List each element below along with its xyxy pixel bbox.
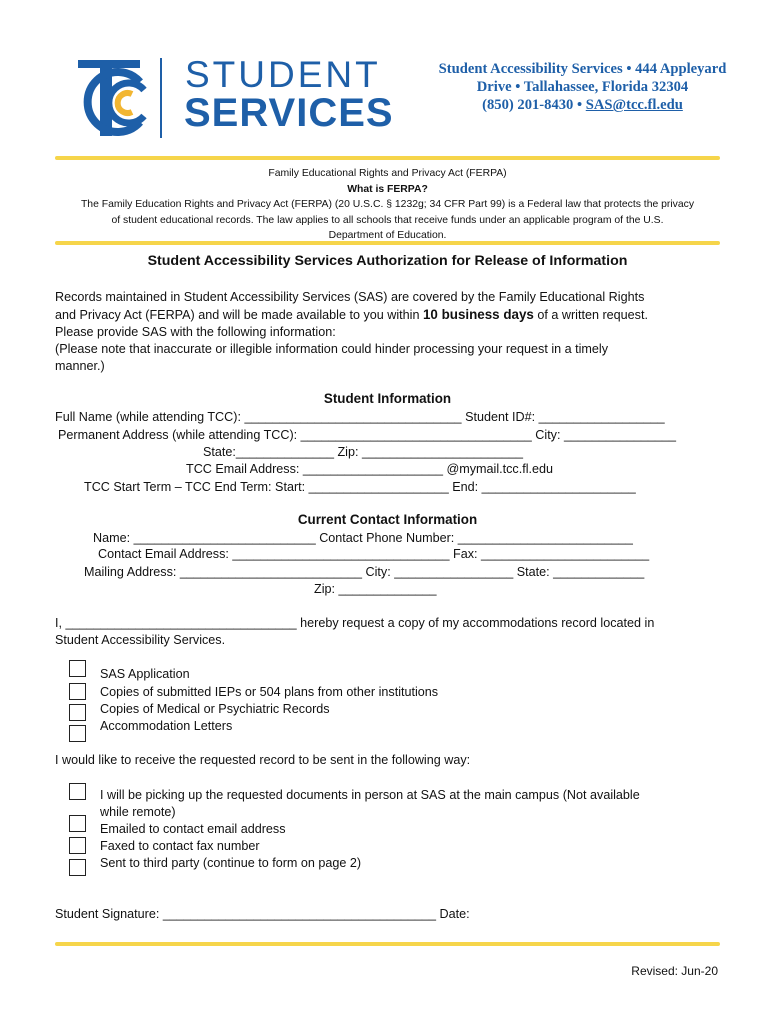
logo-divider [160, 58, 162, 138]
address-line-1: Student Accessibility Services • 444 Appleyard [438, 61, 727, 77]
delivery-option-2: Emailed to contact email address [100, 822, 286, 836]
intro-line-5: manner.) [55, 359, 105, 373]
signature-date-row[interactable]: Student Signature: _______________________________________ Date: [55, 907, 470, 921]
logo-word-student: STUDENT [185, 54, 381, 95]
address-block [405, 60, 760, 114]
delivery-prompt: I would like to receive the requested record to be sent in the following way: [55, 753, 471, 767]
ferpa-line-3: The Family Education Rights and Privacy Act (FERPA) (20 U.S.C. § 1232g; 34 CFR Part 99) is a Federal law that protects the privacy [80, 199, 695, 211]
page-title: Student Accessibility Services Authorization for Release of Information [147, 253, 628, 269]
revision-date: Revised: Jun-20 [631, 964, 718, 978]
request-statement-line-2: Student Accessibility Services. [55, 633, 226, 647]
yellow-divider-bottom [55, 942, 720, 946]
student-info-heading: Student Information [323, 391, 452, 406]
ferpa-notice [55, 166, 720, 244]
delivery-option-3: Faxed to contact fax number [100, 839, 260, 853]
yellow-divider-middle [55, 241, 720, 245]
checkbox-pickup-in-person[interactable] [69, 783, 86, 800]
state-zip-row[interactable]: State:______________ Zip: _______________________ [203, 445, 524, 459]
contact-name-phone-row[interactable]: Name: __________________________ Contact Phone Number: _________________________ [93, 531, 633, 545]
delivery-option-4: Sent to third party (continue to form on page 2) [100, 856, 362, 870]
record-option-4: Accommodation Letters [100, 719, 233, 733]
checkbox-sas-application[interactable] [69, 660, 86, 677]
checkbox-medical-records[interactable] [69, 704, 86, 721]
request-statement-line-1[interactable]: I, _________________________________ hereby request a copy of my accommodations record located in [55, 616, 655, 630]
mailing-address-row[interactable]: Mailing Address: __________________________ City: _________________ State: _____________ [84, 565, 645, 579]
checkbox-fax[interactable] [69, 837, 86, 854]
ferpa-line-1: Family Educational Rights and Privacy Act (FERPA) [268, 168, 507, 179]
yellow-divider-top [55, 156, 720, 160]
tcc-email-row[interactable]: TCC Email Address: ____________________ @mymail.tcc.fl.edu [186, 462, 554, 476]
address-line-2: Drive • Tallahassee, Florida 32304 [476, 79, 689, 95]
checkbox-third-party[interactable] [69, 859, 86, 876]
checkbox-iep-504[interactable] [69, 683, 86, 700]
start-end-term-row[interactable]: TCC Start Term – TCC End Term: Start: ____________________ End: ______________________ [84, 480, 636, 494]
contact-info-heading: Current Contact Information [297, 512, 478, 527]
intro-line-4: (Please note that inaccurate or illegible information could hinder processing your request in a timely [55, 342, 609, 356]
ferpa-heading: What is FERPA? [347, 183, 428, 195]
delivery-option-1: I will be picking up the requested documents in person at SAS at the main campus (Not available [100, 788, 640, 802]
student-name-id-row[interactable]: Full Name (while attending TCC): _______________________________ Student ID#: __________________ [55, 410, 665, 424]
email-link[interactable]: SAS@tcc.fl.edu [585, 97, 683, 113]
intro-line-1: Records maintained in Student Accessibility Services (SAS) are covered by the Family Educational Rights [55, 290, 645, 304]
permanent-address-row[interactable]: Permanent Address (while attending TCC): _________________________________ City: ________________ [58, 428, 677, 442]
delivery-option-1-cont: while remote) [100, 805, 176, 819]
record-option-1: SAS Application [100, 667, 190, 681]
record-option-3: Copies of Medical or Psychiatric Records [100, 702, 330, 716]
checkbox-email[interactable] [69, 815, 86, 832]
tcc-logo-mark [70, 56, 156, 140]
logo-word-services: SERVICES [184, 91, 394, 135]
intro-line-3: Please provide SAS with the following information: [55, 325, 336, 339]
contact-email-fax-row[interactable]: Contact Email Address: _______________________________ Fax: ________________________ [98, 547, 650, 561]
mailing-zip-row[interactable]: Zip: ______________ [314, 582, 437, 596]
intro-line-2: and Privacy Act (FERPA) and will be made available to you within 10 business days of a written request. [55, 307, 648, 322]
intro-paragraph [55, 289, 725, 375]
ferpa-line-5: Department of Education. [328, 230, 447, 242]
record-option-2: Copies of submitted IEPs or 504 plans from other institutions [100, 685, 439, 699]
checkbox-accommodation-letters[interactable] [69, 725, 86, 742]
address-line-3 [405, 96, 760, 114]
ferpa-line-4: of student educational records. The law applies to all schools that receive funds under an applicable program of the U.S. [111, 214, 664, 226]
phone-number: (850) 201-8430 • [482, 97, 586, 113]
